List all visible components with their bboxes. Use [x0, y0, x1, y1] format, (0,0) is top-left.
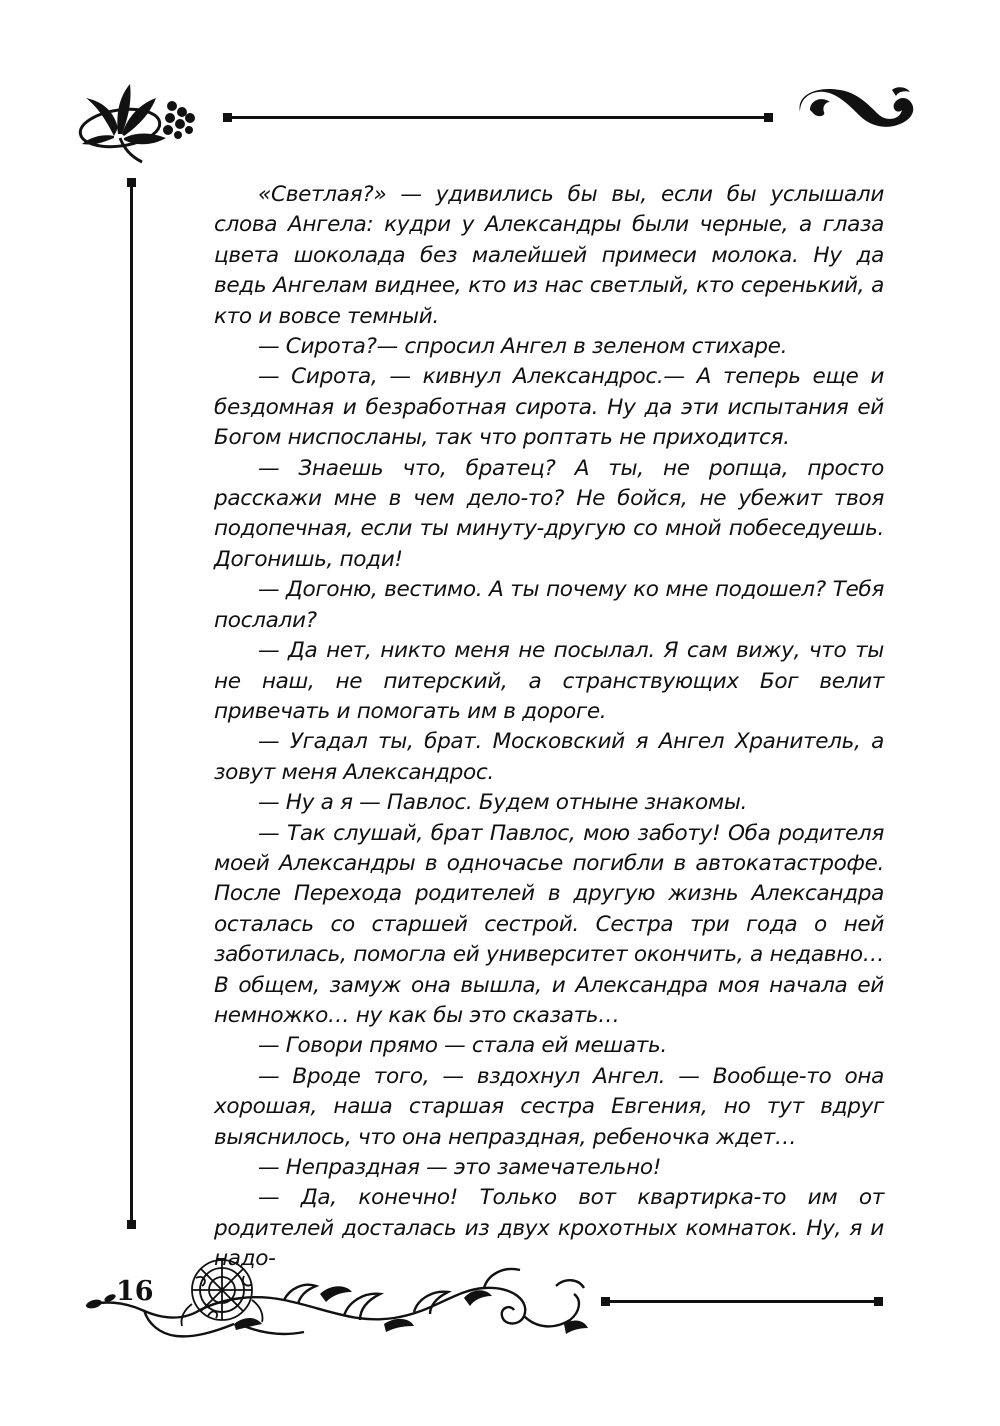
- flower-vine-ornament-icon: [84, 1254, 594, 1344]
- paragraph: — Да, конечно! Только вот квартирка-то им от родителей досталась из двух крохотных комнаток. Ну, я и надо-: [214, 1185, 884, 1272]
- paragraph: — Ну а я — Павлос. Будем отныне знакомы.: [258, 790, 748, 816]
- left-rule: [130, 182, 133, 1226]
- scroll-ornament-icon: [796, 84, 920, 134]
- paragraph: — Вроде того, — вздохнул Ангел. — Вообще-то она хорошая, наша старшая сестра Евгения, но тут вдруг выяснилось, что она непраздная, ребеночка ждет…: [214, 1063, 884, 1150]
- paragraph: — Сирота, — кивнул Александрос.— А теперь еще и бездомная и безработная сирота. Ну да эти испытания ей Богом ниспосланы, так что роптать не приходится.: [214, 364, 884, 451]
- paragraph: «Светлая?» — удивились бы вы, если бы услышали слова Ангела: кудри у Александры были черные, а глаза цвета шоколада без малейшей примеси молока. Ну да ведь Ангелам виднее, кто из нас светлый, кто серенький, а кто и вовсе темный.: [214, 182, 884, 329]
- paragraph: — Угадал ты, брат. Московский я Ангел Хранитель, а зовут меня Александрос.: [214, 729, 884, 785]
- paragraph: — Сирота?— спросил Ангел в зеленом стихаре.: [258, 334, 788, 360]
- bottom-rule: [606, 1300, 878, 1303]
- left-rule-bottom-dot: [127, 1220, 136, 1229]
- paragraph: — Знаешь что, братец? А ты, не ропща, просто расскажи мне в чем дело-то? Не бойся, не убежит твоя подопечная, если ты минуту-другую со мной побеседуешь. Догонишь, поди!: [214, 455, 884, 572]
- bottom-rule-right-dot: [874, 1297, 883, 1306]
- top-rule-right-dot: [764, 113, 773, 122]
- paragraph: — Говори прямо — стала ей мешать.: [258, 1033, 667, 1059]
- top-rule: [228, 116, 768, 119]
- body-text: [214, 180, 884, 1275]
- paragraph: — Да нет, никто меня не посылал. Я сам вижу, что ты не наш, не питерский, а странствующих Бог велит привечать и помогать им в дороге.: [214, 638, 884, 724]
- paragraph: — Непраздная — это замечательно!: [258, 1155, 662, 1180]
- paragraph: — Так слушай, брат Павлос, мою заботу! Оба родителя моей Александры в одночасье погибли в автокатастрофе. После Перехода родителей в другую жизнь Александра осталась со старшей сестрой. Сестра три года о ней заботилась, помогла ей университет окончить, а недавно… В общем, замуж она вышла, и Александра моя начала ей немножко… ну как бы это сказать…: [214, 820, 884, 1028]
- floral-ornament-icon: [74, 76, 200, 168]
- page-number: 16: [116, 1276, 154, 1307]
- paragraph: — Догоню, вестимо. А ты почему ко мне подошел? Тебя послали?: [214, 577, 884, 633]
